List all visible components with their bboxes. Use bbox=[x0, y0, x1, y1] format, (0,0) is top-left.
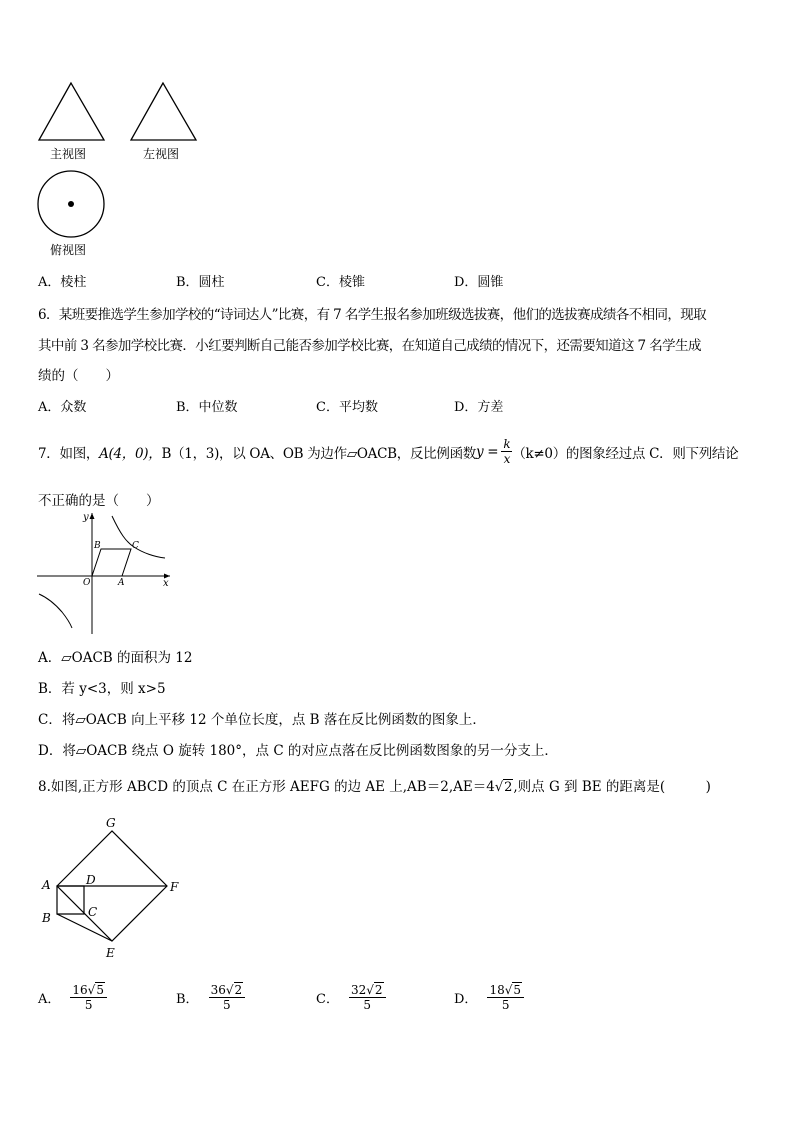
q8-option-b[interactable] bbox=[176, 983, 245, 1012]
q6-text-line3: 绩的（ ） bbox=[38, 368, 119, 384]
q7-parallelogram bbox=[92, 549, 131, 576]
q8-option-c-coef: 32 bbox=[350, 983, 367, 997]
q7-point-o-label: O bbox=[83, 578, 91, 588]
q6-option-d[interactable]: D．方差 bbox=[454, 400, 504, 415]
top-view-center-dot bbox=[68, 201, 74, 207]
q7-text-part4: （k≠0）的图象经过点 C．则下列结论 bbox=[512, 445, 739, 462]
q6-text-line1: 6．某班要推选学生参加学校的“诗词达人”比赛，有 7 名学生报名参加班级选拔赛，他们的选拔赛成绩各不相同，现取 bbox=[38, 307, 707, 323]
q8-text-part-a: 8.如图,正方形 ABCD 的顶点 C 在正方形 AEFG 的边 AE 上,AB＝2,AE＝4 bbox=[38, 779, 495, 795]
q7-formula-numerator: k bbox=[503, 437, 511, 451]
top-view-label: 俯视图 bbox=[50, 243, 87, 257]
q8-option-b-denominator: 5 bbox=[223, 998, 231, 1012]
q7-text-point-a: A(4，0)， bbox=[99, 445, 162, 462]
q7-hyperbola-branch-1 bbox=[112, 516, 165, 558]
q8-label-a: A bbox=[42, 878, 51, 892]
q8-option-a-radicand: 5 bbox=[96, 983, 104, 997]
q8-option-d-letter: D． bbox=[454, 992, 478, 1007]
q8-option-a-letter: A． bbox=[38, 992, 61, 1007]
q8-option-c-radicand: 2 bbox=[374, 983, 383, 997]
q7-option-a[interactable]: A．▱OACB 的面积为 12 bbox=[38, 650, 193, 666]
q7-point-a-label: A bbox=[118, 578, 125, 588]
q7-graph bbox=[30, 508, 180, 638]
q8-option-c[interactable] bbox=[316, 983, 386, 1012]
q7-text-part3: B（1，3)，以 OA、OB 为边作▱OACB，反比例函数 bbox=[161, 445, 476, 462]
q8-option-a-denominator: 5 bbox=[84, 998, 93, 1012]
q7-option-d[interactable]: D．将▱OACB 绕点 O 旋转 180°，点 C 的对应点落在反比例函数图象的另一分支上． bbox=[38, 743, 558, 759]
q7-option-b[interactable]: B．若 y<3，则 x>5 bbox=[38, 681, 166, 697]
q8-option-b-coef: 36 bbox=[210, 983, 226, 997]
q6-option-a[interactable]: A．众数 bbox=[38, 400, 87, 415]
q8-option-d[interactable] bbox=[454, 983, 524, 1012]
side-view-label: 左视图 bbox=[143, 147, 180, 161]
front-view-label: 主视图 bbox=[50, 147, 87, 161]
q6-option-c[interactable]: C．平均数 bbox=[316, 400, 378, 415]
q7-text-part1: 7．如图， bbox=[38, 445, 100, 462]
q8-option-a[interactable] bbox=[38, 983, 107, 1012]
q8-option-a-fraction: $\frac{16√5}{5}$ bbox=[70, 983, 107, 1012]
q8-option-c-fraction: $\frac{32√2}{5}$ bbox=[349, 983, 386, 1012]
q7-formula-fraction bbox=[501, 437, 512, 466]
q5-option-a[interactable]: A．棱柱 bbox=[38, 275, 87, 290]
q7-y-axis-label: y bbox=[83, 512, 89, 523]
q8-label-d: D bbox=[86, 873, 96, 887]
q8-figure bbox=[30, 812, 200, 962]
q8-option-d-radicand: 5 bbox=[513, 983, 522, 997]
q8-option-d-coef: 18 bbox=[489, 983, 505, 997]
q8-option-c-letter: C． bbox=[316, 992, 339, 1007]
q7-point-b-label: B bbox=[94, 541, 101, 551]
q7-hyperbola-branch-2 bbox=[39, 594, 72, 628]
q7-x-axis-label: x bbox=[163, 578, 169, 589]
q7-text-line1 bbox=[38, 437, 738, 466]
three-view-figures bbox=[0, 0, 794, 270]
front-view-triangle bbox=[39, 83, 104, 140]
q8-option-c-denominator: 5 bbox=[363, 998, 372, 1012]
q8-text-part-b: ,则点 G 到 BE 的距离是( ) bbox=[513, 779, 711, 795]
q8-option-b-radicand: 2 bbox=[234, 983, 243, 997]
q6-option-b[interactable]: B．中位数 bbox=[176, 400, 238, 415]
q8-option-b-fraction: $\frac{36√2}{5}$ bbox=[209, 983, 246, 1012]
q8-option-d-fraction: $\frac{18√5}{5}$ bbox=[487, 983, 524, 1012]
q8-label-g: G bbox=[106, 816, 116, 830]
q8-label-e: E bbox=[106, 946, 115, 960]
side-view-triangle bbox=[131, 83, 196, 140]
q6-text-line2: 其中前 3 名参加学校比赛．小红要判断自己能否参加学校比赛，在知道自己成绩的情况下，还需要知道这 7 名学生成 bbox=[38, 338, 701, 354]
q8-option-a-coef: 16 bbox=[72, 983, 88, 997]
q5-option-c[interactable]: C．棱锥 bbox=[316, 275, 365, 290]
q8-option-b-letter: B． bbox=[176, 992, 199, 1007]
q8-option-d-denominator: 5 bbox=[501, 998, 510, 1012]
q7-text-line2: 不正确的是（ ） bbox=[38, 493, 160, 509]
q5-option-d[interactable]: D．圆锥 bbox=[454, 275, 504, 290]
q8-label-f: F bbox=[170, 880, 179, 894]
q7-formula-denominator: x bbox=[503, 452, 511, 466]
q8-label-c: C bbox=[88, 905, 98, 919]
q7-option-c[interactable]: C．将▱OACB 向上平移 12 个单位长度，点 B 落在反比例函数的图象上． bbox=[38, 712, 486, 728]
q8-label-b: B bbox=[42, 911, 51, 925]
q8-text-sqrt: 2 bbox=[504, 780, 513, 795]
q7-point-c-label: C bbox=[132, 541, 139, 551]
q7-formula-y: y = bbox=[475, 443, 499, 460]
q5-option-b[interactable]: B．圆柱 bbox=[176, 275, 225, 290]
q8-text: 8.如图,正方形 ABCD 的顶点 C 在正方形 AEFG 的边 AE 上,AB＝2,AE＝4 √2 ,则点 G 到 BE 的距离是( ) bbox=[38, 775, 758, 795]
